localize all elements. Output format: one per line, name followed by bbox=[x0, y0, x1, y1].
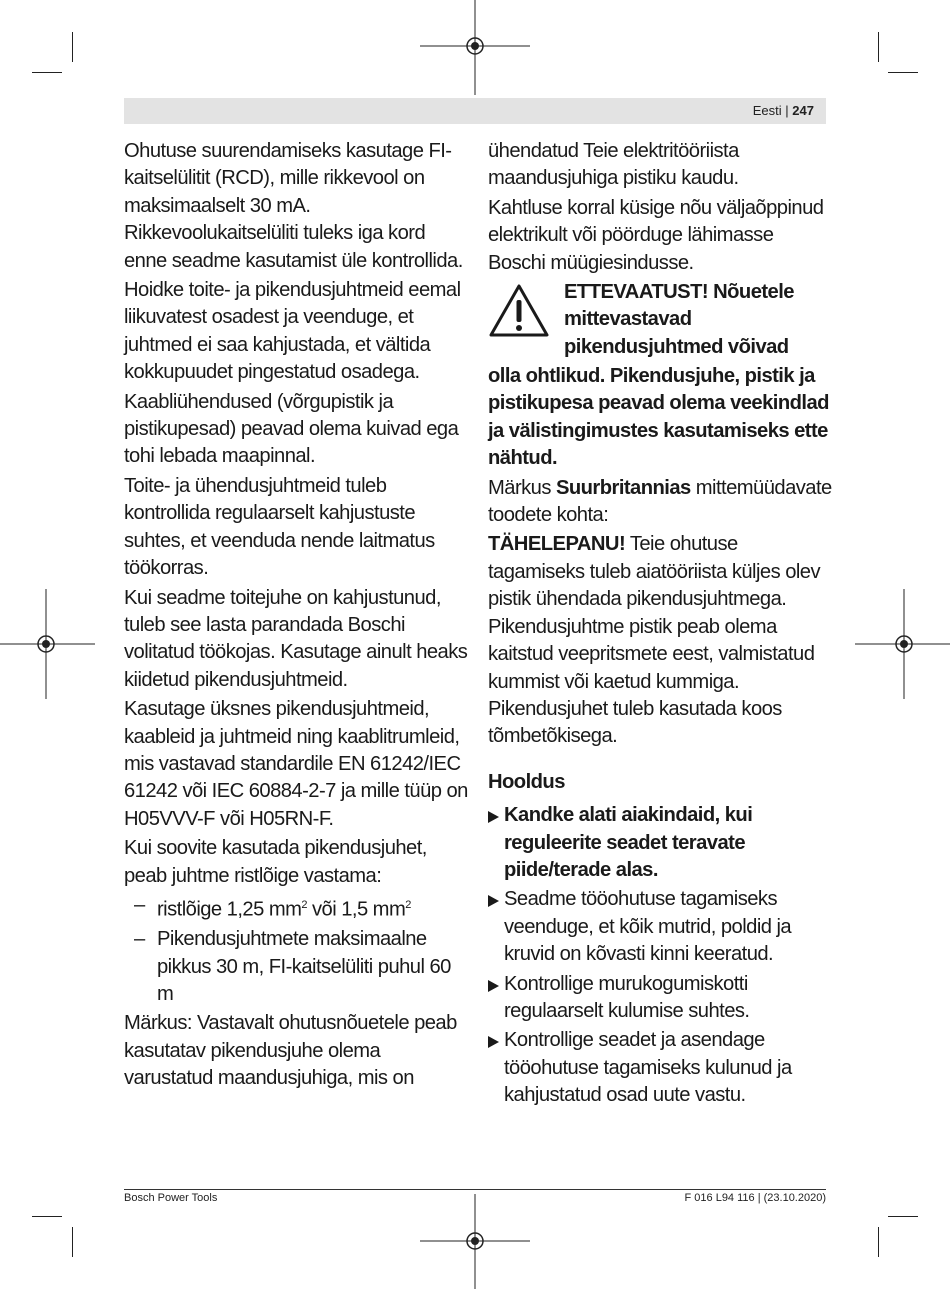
footer-divider bbox=[124, 1189, 826, 1190]
superscript: 2 bbox=[301, 898, 307, 911]
paragraph: ühendatud Teie elektritööriista maandusjuhiga pistiku kaudu. bbox=[488, 140, 739, 190]
superscript: 2 bbox=[405, 898, 411, 911]
paragraph: Ohutuse suurendamiseks kasutage FI-kaitselülitit (RCD), mille rikkevool on maksimaalselt 30 mA. Rikkevoolukaitselüliti tuleks iga kord enne seadme kasutamist üle kontrollida. bbox=[124, 140, 463, 272]
list-item bbox=[488, 886, 833, 968]
list-item-text: Kontrollige murukogumiskotti regulaarselt kulumise suhtes. bbox=[504, 972, 750, 1022]
list-item bbox=[488, 802, 833, 884]
paragraph: Toite- ja ühendusjuhtmeid tuleb kontrollida regulaarselt kahjustuste suhtes, et veenduda nende laitmatus töökorras. bbox=[124, 474, 435, 580]
list-item bbox=[124, 892, 472, 924]
registration-mark-icon bbox=[420, 1194, 530, 1289]
header-language: Eesti bbox=[752, 103, 782, 118]
paragraph: Kahtluse korral küsige nõu väljaõppinud elektrikult või pöörduge lähimasse Boschi müügiesindusse. bbox=[488, 196, 824, 274]
paragraph: Kui soovite kasutada pikendusjuhet, peab juhtme ristlõige vastama: bbox=[124, 837, 427, 887]
bullet-triangle-icon bbox=[488, 811, 499, 823]
registration-mark-icon bbox=[0, 589, 95, 699]
attention-text: Teie ohutuse tagamiseks tuleb aiatööriista küljes olev pistik ühendada pikendusjuhtmega. Pikendusjuhtme pistik peab olema kaitstud veepritsmete eest, valmistatud kummist või kaetud kummiga. Pikendusjuhet tuleb kasutada koos tõmbetõkisega. bbox=[488, 533, 821, 748]
footer-publisher: Bosch Power Tools bbox=[124, 1192, 218, 1204]
list-item-text: või 1,5 mm bbox=[306, 898, 406, 921]
dash-marker: – bbox=[134, 893, 145, 916]
header-text bbox=[753, 103, 814, 118]
list-item bbox=[124, 926, 472, 1008]
warning-triangle-icon bbox=[488, 283, 550, 339]
paragraph bbox=[488, 531, 833, 750]
footer-document-id: F 016 L94 116 | (23.10.2020) bbox=[684, 1192, 826, 1204]
paragraph: Kasutage üksnes pikendusjuhtmeid, kaableid ja juhtmeid ning kaablitrumleid, mis vastavad standardile EN 61242/IEC 61242 või IEC 60884-2-7 ja mille tüüp on H05VVV-F või H05RN-F. bbox=[124, 698, 468, 830]
warning-heading: ETTEVAATUST! Nõuetele mittevastavad pikendusjuhtmed võivad bbox=[564, 281, 794, 358]
paragraph: Märkus: Vastavalt ohutusnõuetele peab kasutatav pikendusjuhe olema varustatud maandusjuhiga, mis on bbox=[124, 1012, 457, 1090]
paragraph: Hoidke toite- ja pikendusjuhtmeid eemal liikuvatest osadest ja veenduge, et juhtmed ei saa kahjustada, et vältida kokkupuudet pingestatud osadega. bbox=[124, 279, 461, 384]
warning-text: olla ohtlikud. Pikendusjuhe, pistik ja pistikupesa peavad olema veekindlad ja välistingimustes kasutamiseks ette nähtud. bbox=[488, 365, 829, 470]
left-column bbox=[124, 138, 472, 1095]
paragraph: Kaabliühendused (võrgupistik ja pistikupesad) peavad olema kuivad ega tohi lebada maapinnal. bbox=[124, 390, 459, 468]
list-item-text: Kontrollige seadet ja asendage tööohutuse tagamiseks kulunud ja kahjustatud osad uute vastu. bbox=[504, 1029, 792, 1107]
bullet-triangle-icon bbox=[488, 895, 499, 907]
list-item bbox=[488, 971, 833, 1026]
dash-marker: – bbox=[134, 928, 145, 951]
paragraph: Kui seadme toitejuhe on kahjustunud, tuleb see lasta parandada Boschi volitatud töökojas. Kasutage ainult heaks kiidetud pikendusjuhtmeid. bbox=[124, 586, 468, 691]
header-separator: | bbox=[785, 103, 789, 118]
note-suffix: mittemüüdavate toodete kohta: bbox=[488, 476, 832, 527]
section-title: Hooldus bbox=[488, 770, 565, 793]
list-item-text: Pikendusjuhtmete maksimaalne pikkus 30 m, FI-kaitselüliti puhul 60 m bbox=[157, 928, 451, 1005]
list-item-text: Seadme tööohutuse tagamiseks veenduge, et kõik mutrid, poldid ja kruvid on kõvasti kinni keeratud. bbox=[504, 888, 792, 966]
registration-mark-icon bbox=[855, 589, 950, 699]
list-item-text: Kandke alati aiakindaid, kui reguleerite seadet teravate piide/terade alas. bbox=[504, 804, 753, 881]
page-header bbox=[124, 98, 826, 124]
list-item bbox=[488, 1027, 833, 1109]
list-item-text: ristlõige 1,25 mm bbox=[157, 898, 302, 921]
paragraph bbox=[488, 475, 833, 530]
bullet-triangle-icon bbox=[488, 1036, 499, 1048]
attention-label: TÄHELEPANU! bbox=[488, 533, 626, 556]
warning-block bbox=[488, 279, 833, 363]
registration-mark-icon bbox=[420, 0, 530, 95]
right-column bbox=[488, 138, 833, 1112]
note-prefix: Märkus bbox=[488, 476, 556, 499]
page-number: 247 bbox=[792, 103, 814, 118]
bullet-triangle-icon bbox=[488, 980, 499, 992]
note-bold: Suurbritannias bbox=[555, 476, 691, 499]
